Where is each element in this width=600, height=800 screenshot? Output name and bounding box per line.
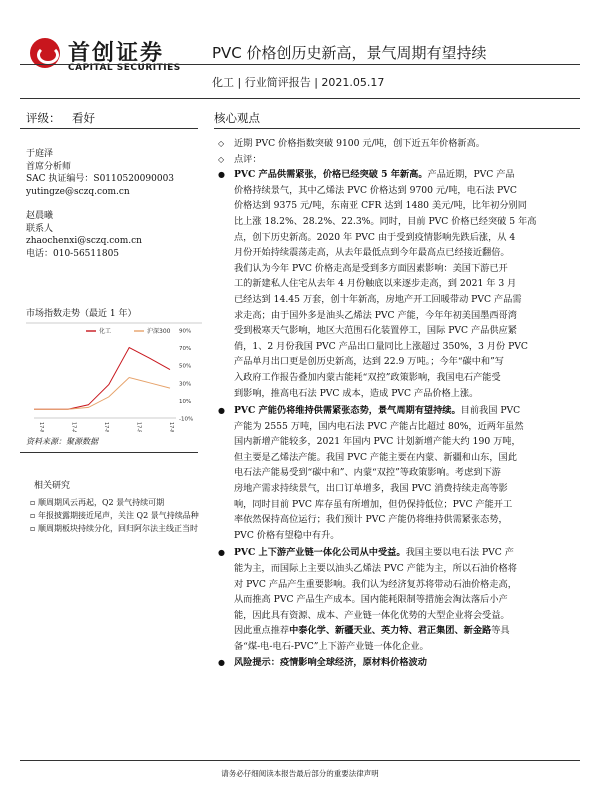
- y-tick-label: -10%: [179, 416, 194, 423]
- core-views-body: [214, 136, 580, 670]
- logo-en-text: CAPITAL SECURITIES: [68, 63, 181, 73]
- report-subtitle: 化工 | 行业简评报告 | 2021.05.17: [212, 76, 385, 89]
- header-bottom-divider: [20, 98, 580, 99]
- footer-disclaimer: 请务必仔细阅读本报告最后部分的重要法律声明: [221, 769, 379, 778]
- x-tick-label: 17-May: [38, 422, 44, 432]
- chart-source: 资料来源：聚源数据: [26, 437, 98, 446]
- analyst-email[interactable]: yutingze@sczq.com.cn: [26, 186, 130, 197]
- x-tick-label: 17-Nov: [103, 422, 109, 432]
- analyst-info: [26, 148, 204, 260]
- dot-bullet-icon: ●: [218, 406, 225, 416]
- related-item[interactable]: ▫ 顺周期板块持续分化，回归阿尔法主线正当时: [30, 524, 198, 533]
- source-divider: [20, 452, 198, 453]
- company-logo: [30, 36, 202, 76]
- bullet-comment: ◇ 点评：: [214, 152, 580, 168]
- related-item[interactable]: ▫ 年报披露期接近尾声，关注 Q2 景气持续品种: [30, 511, 199, 520]
- y-tick-label: 90%: [179, 328, 192, 335]
- analyst-sac: SAC 执证编号：S0110520090003: [26, 174, 175, 184]
- y-tick-label: 30%: [179, 381, 192, 388]
- contact-email[interactable]: zhaochenxi@sczq.com.cn: [26, 236, 142, 246]
- analyst-role: 首席分析师: [26, 161, 72, 172]
- core-views-title: 核心观点: [214, 111, 260, 125]
- y-tick-label: 50%: [179, 363, 192, 370]
- related-item[interactable]: ▫ 顺周期风云再起，Q2 景气持续可期: [30, 498, 165, 507]
- x-tick-label: 17-May: [168, 422, 174, 432]
- footer-divider: [20, 760, 580, 761]
- contact-name: 赵晨曦: [26, 211, 54, 221]
- y-tick-label: 10%: [179, 398, 192, 405]
- diamond-bullet-icon: ◇: [218, 154, 225, 164]
- dot-bullet-icon: ●: [218, 657, 225, 667]
- market-index-chart: [26, 306, 202, 430]
- dot-bullet-icon: ●: [218, 548, 225, 558]
- bullet-summary: ◇ 近期 PVC 价格指数突破 9100 元/吨，创下近五年价格新高。: [214, 136, 580, 152]
- legend-label: 化工: [99, 328, 112, 335]
- logo-cn-text: 首创证券: [68, 41, 165, 66]
- chart-title: 市场指数走势（最近 1 年）: [26, 309, 137, 319]
- core-divider: [214, 128, 580, 129]
- related-head: 相关研究: [34, 481, 71, 491]
- section-supply-demand: ● PVC 产品供需紧张，价格已经突破 5 年新高。产品近期，PVC 产品 价格持续景气，其中乙烯法 PVC 价格达到 9700 元/吨，电石法 PVC 价格达到 9375 元/吨，东南亚 CFR 达到 1480 美元/吨，比年初分别同 比上涨 18.2%、28.2%、22.3%。同时，目前 PVC 价格已经突破 5 年高 点，创下历史新高。2020 年 PVC 由于受到疫情影响先跌后涨，从 4 月份开始持续震荡走高，从去年最低点到今年最高点已经接近翻倍。 我们认为今年 PVC 价格走高是受到多方面因素影响：美国下游已开 工的新建私人住宅从去年 4 月份触底以来逐步走高，到 2021 年 3 月 已经达到 14.45 万套，创十年新高，房地产开工回暖带动 PVC 产品需 求走高；由于国外多是油头乙烯法 PVC 产能，今年年初美国墨西哥湾 受到极寒天气影响，地区大范围石化装置停工，国际 PVC 产品供应紧 俏，1、2 月份我国 PVC 产品出口量同比上涨超过 350%，3 月份 PVC 产品单月出口更是创历史新高，达到 22.9 万吨。；今年“碳中和”写 入政府工作报告叠加内蒙古能耗“双控”政策影响，我国电石产能受 到影响，推高电石法 PVC 成本，造成 PVC 产品价格上涨。: [218, 169, 537, 399]
- rating-value: 看好: [72, 111, 95, 125]
- rating-divider: [20, 128, 198, 129]
- x-tick-label: 17-Feb: [135, 422, 142, 432]
- dot-bullet-icon: ●: [218, 170, 225, 180]
- rating-label: 评级：: [26, 111, 61, 125]
- section-integration: ● PVC 上下游产业链一体化公司从中受益。我国主要以电石法 PVC 产 能为主，而国际上主要以油头乙烯法 PVC 产能为主，所以石油价格将 对 PVC 产品产生重要影响。我们认为经济复苏将带动石油价格走高， 从而推高 PVC 产品生产成本。国内能耗限制等措施会淘汰落后小产 能，因此具有资源、成本、产业链一体化优势的大型企业将会受益。 因此重点推荐中泰化学、新疆天业、英力特、君正集团、新金路等具 备“煤-电-电石-PVC”上下游产业链一体化企业。: [218, 547, 517, 652]
- related-research: [26, 478, 202, 536]
- chart-svg: [26, 322, 202, 432]
- y-tick-label: 70%: [179, 346, 192, 353]
- legend-label: 沪深300: [147, 328, 171, 335]
- contact-phone: 电话：010-56511805: [26, 248, 120, 259]
- diamond-bullet-icon: ◇: [218, 139, 225, 148]
- contact-role: 联系人: [26, 223, 54, 234]
- header-divider: [20, 64, 580, 65]
- analyst-name: 于庭泽: [26, 149, 54, 159]
- series-line: [34, 378, 170, 410]
- report-title: PVC 价格创历史新高，景气周期有望持续: [212, 44, 487, 62]
- section-capacity: ● PVC 产能仍将维持供需紧张态势，景气周期有望持续。目前我国 PVC 产能为 2555 万吨，国内电石法 PVC 产能占比超过 80%，近两年虽然 国内新增产能较多，2021 年国内 PVC 计划新增产能大约 190 万吨， 但主要是乙烯法产能。我国 PVC 产能主要在内蒙、新疆和山东，国此 电石法产能易受到“碳中和”、内蒙“双控”等政策影响。考虑到下游 房地产需求持续景气，出口订单增多，我国 PVC 消费持续走高等影 响，同时目前 PVC 库存虽有所增加，但仍保持低位；PVC 产能开工 率依然保持高位运行；我们预计 PVC 产能仍将维持供需紧张态势， PVC 价格有望稳中有升。: [218, 405, 524, 541]
- x-tick-label: 17-Aug: [70, 422, 77, 432]
- risk-warning: ● 风险提示：疫情影响全球经济，原材料价格波动: [214, 655, 580, 671]
- analyst-spacer: [26, 198, 204, 210]
